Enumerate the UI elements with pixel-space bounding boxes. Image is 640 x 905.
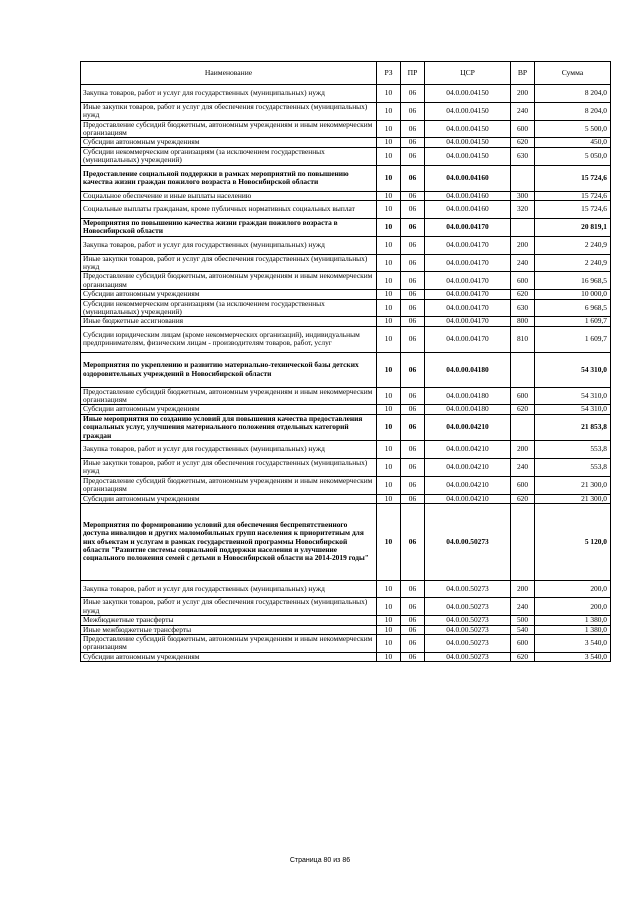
row-rz-cell: 10 [377,494,401,503]
row-vr-cell: 620 [511,652,535,661]
row-sum-cell: 450,0 [535,138,611,147]
table-row [81,254,611,272]
row-pr-cell: 06 [401,254,425,272]
row-csr-cell: 04.0.00.04150 [425,147,511,165]
table-row [81,165,611,191]
row-sum-cell: 3 540,0 [535,652,611,661]
table-body [81,85,611,662]
row-pr-cell: 06 [401,102,425,120]
row-name-cell: Иные закупки товаров, работ и услуг для обеспечения государственных (муниципальных) нужд [81,458,377,476]
row-name-cell: Иные закупки товаров, работ и услуг для обеспечения государственных (муниципальных) нужд [81,254,377,272]
row-rz-cell: 10 [377,165,401,191]
row-vr-cell: 240 [511,102,535,120]
row-pr-cell: 06 [401,494,425,503]
table-row [81,476,611,494]
row-vr-cell [511,503,535,580]
table-row [81,441,611,459]
table-row [81,191,611,200]
row-vr-cell: 600 [511,634,535,652]
row-vr-cell: 600 [511,476,535,494]
row-rz-cell: 10 [377,138,401,147]
row-pr-cell: 06 [401,120,425,138]
row-sum-cell: 15 724,6 [535,191,611,200]
row-csr-cell: 04.0.00.04170 [425,317,511,326]
row-pr-cell: 06 [401,353,425,388]
row-csr-cell: 04.0.00.04160 [425,191,511,200]
row-pr-cell: 06 [401,299,425,317]
row-csr-cell: 04.0.00.04210 [425,414,511,440]
table-row [81,272,611,290]
row-sum-cell: 5 120,0 [535,503,611,580]
row-csr-cell: 04.0.00.04150 [425,85,511,103]
budget-table [80,61,611,662]
row-rz-cell: 10 [377,625,401,634]
row-rz-cell: 10 [377,147,401,165]
row-vr-cell [511,414,535,440]
table-row [81,326,611,352]
row-name-cell: Социальные выплаты гражданам, кроме публичных нормативных социальных выплат [81,201,377,219]
row-csr-cell: 04.0.00.04170 [425,219,511,237]
row-csr-cell: 04.0.00.04150 [425,102,511,120]
row-rz-cell: 10 [377,353,401,388]
row-csr-cell: 04.0.00.50273 [425,652,511,661]
row-csr-cell: 04.0.00.04170 [425,299,511,317]
row-name-cell: Закупка товаров, работ и услуг для государственных (муниципальных) нужд [81,441,377,459]
row-pr-cell: 06 [401,616,425,625]
column-header-rz: РЗ [377,62,401,85]
row-rz-cell: 10 [377,317,401,326]
row-csr-cell: 04.0.00.04150 [425,138,511,147]
row-pr-cell: 06 [401,317,425,326]
row-csr-cell: 04.0.00.50273 [425,580,511,598]
table-row [81,147,611,165]
row-sum-cell: 200,0 [535,598,611,616]
row-csr-cell: 04.0.00.50273 [425,598,511,616]
row-rz-cell: 10 [377,201,401,219]
table-row [81,634,611,652]
row-csr-cell: 04.0.00.04210 [425,458,511,476]
row-vr-cell: 810 [511,326,535,352]
row-rz-cell: 10 [377,219,401,237]
table-header-row [81,62,611,85]
row-pr-cell: 06 [401,201,425,219]
row-csr-cell: 04.0.00.50273 [425,503,511,580]
row-pr-cell: 06 [401,598,425,616]
row-rz-cell: 10 [377,503,401,580]
row-pr-cell: 06 [401,634,425,652]
row-name-cell: Субсидии автономным учреждениям [81,290,377,299]
row-pr-cell: 06 [401,290,425,299]
table-row [81,503,611,580]
row-sum-cell: 15 724,6 [535,201,611,219]
row-rz-cell: 10 [377,405,401,414]
row-pr-cell: 06 [401,236,425,254]
row-vr-cell: 630 [511,147,535,165]
row-csr-cell: 04.0.00.04170 [425,326,511,352]
row-vr-cell: 620 [511,138,535,147]
row-pr-cell: 06 [401,326,425,352]
row-sum-cell: 21 300,0 [535,476,611,494]
row-pr-cell: 06 [401,85,425,103]
row-rz-cell: 10 [377,191,401,200]
table-row [81,290,611,299]
row-sum-cell: 54 310,0 [535,387,611,405]
table-row [81,405,611,414]
row-csr-cell: 04.0.00.50273 [425,616,511,625]
table-row [81,580,611,598]
row-pr-cell: 06 [401,580,425,598]
row-vr-cell: 300 [511,191,535,200]
row-vr-cell: 240 [511,254,535,272]
row-csr-cell: 04.0.00.04170 [425,254,511,272]
row-csr-cell: 04.0.00.04150 [425,120,511,138]
row-csr-cell: 04.0.00.04210 [425,441,511,459]
row-name-cell: Мероприятия по укреплению и развитию материально-технической базы детских оздоровительных учреждений в Новосибирской области [81,353,377,388]
row-name-cell: Иные закупки товаров, работ и услуг для обеспечения государственных (муниципальных) нужд [81,102,377,120]
row-name-cell: Предоставление субсидий бюджетным, автономным учреждениям и иным некоммерческим организациям [81,120,377,138]
row-sum-cell: 21 300,0 [535,494,611,503]
row-csr-cell: 04.0.00.04160 [425,201,511,219]
row-pr-cell: 06 [401,219,425,237]
row-sum-cell: 553,8 [535,441,611,459]
row-vr-cell [511,353,535,388]
row-vr-cell [511,165,535,191]
table-row [81,494,611,503]
row-rz-cell: 10 [377,616,401,625]
row-name-cell: Закупка товаров, работ и услуг для государственных (муниципальных) нужд [81,85,377,103]
table-row [81,652,611,661]
row-csr-cell: 04.0.00.04170 [425,236,511,254]
row-pr-cell: 06 [401,476,425,494]
row-vr-cell: 240 [511,458,535,476]
row-vr-cell: 800 [511,317,535,326]
row-rz-cell: 10 [377,272,401,290]
row-rz-cell: 10 [377,290,401,299]
row-pr-cell: 06 [401,138,425,147]
table-row [81,138,611,147]
row-vr-cell: 240 [511,598,535,616]
row-sum-cell: 2 240,9 [535,254,611,272]
row-name-cell: Предоставление субсидий бюджетным, автономным учреждениям и иным некоммерческим организациям [81,634,377,652]
row-csr-cell: 04.0.00.04180 [425,387,511,405]
page-number: Страница 80 из 86 [289,857,351,864]
row-sum-cell: 1 380,0 [535,616,611,625]
row-vr-cell: 630 [511,299,535,317]
row-name-cell: Субсидии автономным учреждениям [81,405,377,414]
row-name-cell: Субсидии автономным учреждениям [81,138,377,147]
table-row [81,236,611,254]
row-name-cell: Закупка товаров, работ и услуг для государственных (муниципальных) нужд [81,580,377,598]
table-row [81,219,611,237]
row-name-cell: Иные мероприятия по созданию условий для повышения качества предоставления социальных услуг, улучшения материального положения отдельных категорий граждан [81,414,377,440]
row-rz-cell: 10 [377,254,401,272]
row-name-cell: Субсидии автономным учреждениям [81,652,377,661]
row-sum-cell: 15 724,6 [535,165,611,191]
row-pr-cell: 06 [401,414,425,440]
row-name-cell: Мероприятия по формированию условий для обеспечения беспрепятственного доступа инвалидов и других маломобильных групп населения к приоритетным для них объектам и услугам в рамках государственной программы Новосибирской области "Развитие системы социальной поддержки населения и улучшение социального положения семей с детьми в Новосибирской области на 2014-2019 годы" [81,503,377,580]
row-vr-cell [511,219,535,237]
row-sum-cell: 2 240,9 [535,236,611,254]
row-rz-cell: 10 [377,102,401,120]
row-sum-cell: 21 853,8 [535,414,611,440]
row-sum-cell: 54 310,0 [535,353,611,388]
row-vr-cell: 540 [511,625,535,634]
table-row [81,387,611,405]
row-sum-cell: 1 380,0 [535,625,611,634]
row-csr-cell: 04.0.00.04160 [425,165,511,191]
row-pr-cell: 06 [401,272,425,290]
column-header-name: Наименование [81,62,377,85]
row-rz-cell: 10 [377,236,401,254]
row-rz-cell: 10 [377,458,401,476]
row-name-cell: Субсидии некоммерческим организациям (за исключением государственных (муниципальных) учреждений) [81,147,377,165]
row-rz-cell: 10 [377,580,401,598]
row-csr-cell: 04.0.00.04180 [425,405,511,414]
row-sum-cell: 6 968,5 [535,299,611,317]
row-vr-cell: 620 [511,405,535,414]
row-vr-cell: 200 [511,580,535,598]
column-header-pr: ПР [401,62,425,85]
row-pr-cell: 06 [401,652,425,661]
table-row [81,458,611,476]
row-name-cell: Закупка товаров, работ и услуг для государственных (муниципальных) нужд [81,236,377,254]
row-name-cell: Межбюджетные трансферты [81,616,377,625]
row-name-cell: Предоставление субсидий бюджетным, автономным учреждениям и иным некоммерческим организациям [81,476,377,494]
row-csr-cell: 04.0.00.04170 [425,290,511,299]
row-sum-cell: 5 500,0 [535,120,611,138]
row-pr-cell: 06 [401,625,425,634]
table-row [81,85,611,103]
row-vr-cell: 200 [511,236,535,254]
row-sum-cell: 3 540,0 [535,634,611,652]
table-row [81,120,611,138]
row-name-cell: Субсидии юридическим лицам (кроме некоммерческих организаций), индивидуальным предпринимателям, физическим лицам - производителям товаров, работ, услуг [81,326,377,352]
row-sum-cell: 16 968,5 [535,272,611,290]
row-name-cell: Иные бюджетные ассигнования [81,317,377,326]
table-row [81,598,611,616]
row-sum-cell: 1 609,7 [535,317,611,326]
table-row [81,616,611,625]
row-name-cell: Иные межбюджетные трансферты [81,625,377,634]
row-vr-cell: 200 [511,85,535,103]
row-rz-cell: 10 [377,476,401,494]
row-csr-cell: 04.0.00.50273 [425,634,511,652]
row-pr-cell: 06 [401,147,425,165]
table-row [81,102,611,120]
row-rz-cell: 10 [377,414,401,440]
table-row [81,353,611,388]
table-row [81,201,611,219]
row-csr-cell: 04.0.00.04210 [425,476,511,494]
row-csr-cell: 04.0.00.04210 [425,494,511,503]
row-sum-cell: 200,0 [535,580,611,598]
row-pr-cell: 06 [401,191,425,200]
row-vr-cell: 600 [511,120,535,138]
row-sum-cell: 20 819,1 [535,219,611,237]
row-pr-cell: 06 [401,387,425,405]
row-vr-cell: 620 [511,494,535,503]
row-pr-cell: 06 [401,441,425,459]
table-row [81,625,611,634]
row-name-cell: Предоставление субсидий бюджетным, автономным учреждениям и иным некоммерческим организациям [81,387,377,405]
row-csr-cell: 04.0.00.50273 [425,625,511,634]
row-vr-cell: 600 [511,272,535,290]
row-sum-cell: 8 204,0 [535,102,611,120]
row-rz-cell: 10 [377,598,401,616]
row-sum-cell: 553,8 [535,458,611,476]
row-vr-cell: 200 [511,441,535,459]
table-row [81,414,611,440]
row-rz-cell: 10 [377,85,401,103]
row-sum-cell: 5 050,0 [535,147,611,165]
row-name-cell: Предоставление субсидий бюджетным, автономным учреждениям и иным некоммерческим организациям [81,272,377,290]
row-sum-cell: 10 000,0 [535,290,611,299]
column-header-sum: Сумма [535,62,611,85]
row-vr-cell: 500 [511,616,535,625]
row-pr-cell: 06 [401,503,425,580]
row-sum-cell: 54 310,0 [535,405,611,414]
row-name-cell: Субсидии некоммерческим организациям (за исключением государственных (муниципальных) учреждений) [81,299,377,317]
row-rz-cell: 10 [377,652,401,661]
row-rz-cell: 10 [377,120,401,138]
row-name-cell: Социальное обеспечение и иные выплаты населению [81,191,377,200]
table-row [81,299,611,317]
row-rz-cell: 10 [377,387,401,405]
row-csr-cell: 04.0.00.04180 [425,353,511,388]
row-rz-cell: 10 [377,299,401,317]
table-row [81,317,611,326]
row-name-cell: Субсидии автономным учреждениям [81,494,377,503]
row-vr-cell: 600 [511,387,535,405]
row-pr-cell: 06 [401,165,425,191]
row-csr-cell: 04.0.00.04170 [425,272,511,290]
row-rz-cell: 10 [377,326,401,352]
row-sum-cell: 8 204,0 [535,85,611,103]
row-vr-cell: 620 [511,290,535,299]
row-pr-cell: 06 [401,405,425,414]
row-name-cell: Предоставление социальной поддержки в рамках мероприятий по повышению качества жизни граждан пожилого возраста в Новосибирской области [81,165,377,191]
column-header-csr: ЦСР [425,62,511,85]
row-pr-cell: 06 [401,458,425,476]
row-rz-cell: 10 [377,441,401,459]
row-vr-cell: 320 [511,201,535,219]
row-name-cell: Мероприятия по повышению качества жизни граждан пожилого возраста в Новосибирской области [81,219,377,237]
row-rz-cell: 10 [377,634,401,652]
column-header-vr: ВР [511,62,535,85]
row-sum-cell: 1 609,7 [535,326,611,352]
row-name-cell: Иные закупки товаров, работ и услуг для обеспечения государственных (муниципальных) нужд [81,598,377,616]
